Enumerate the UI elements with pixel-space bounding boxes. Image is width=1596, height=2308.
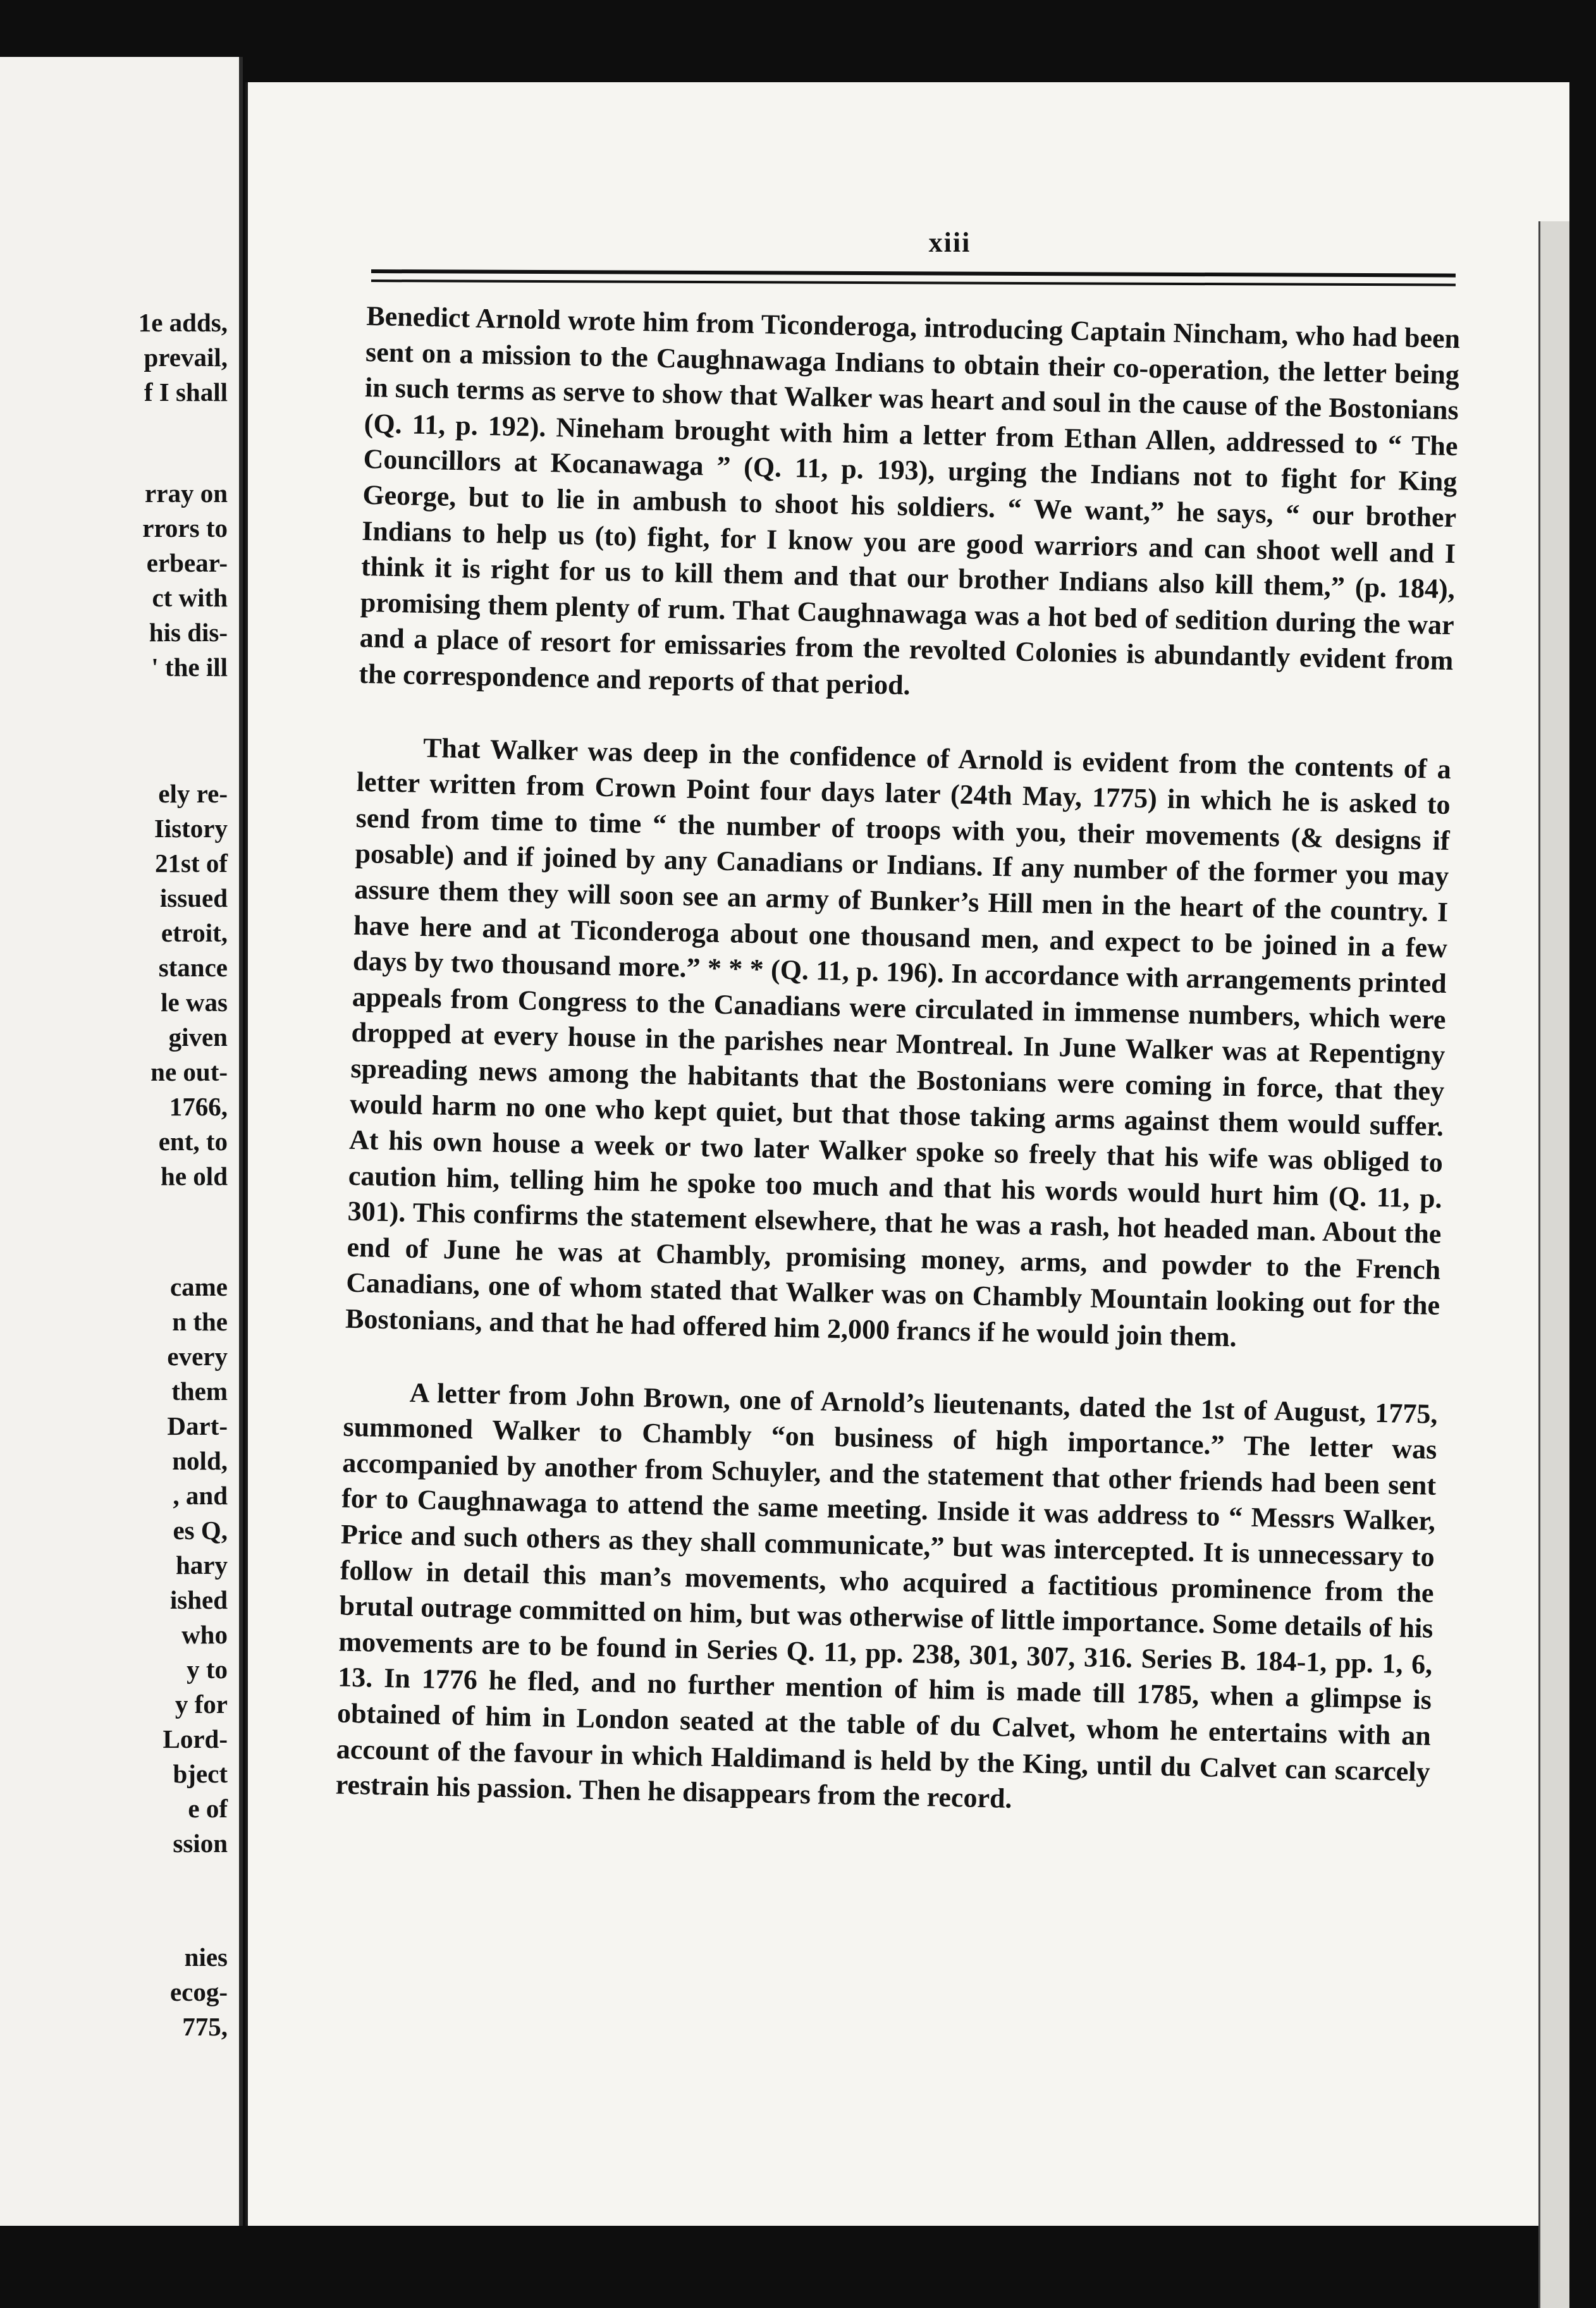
paragraph: A letter from John Brown, one of Arnold’s lieutenants, dated the 1st of August, 1775, summoned Walker to Chambly “on business of high importance.” The letter was accompanied by another from Schuyler, and the statement that other friends had been sent for to Caughnawaga to attend the same meeting. Inside it was address to “ Messrs Walker, Price and such others as they shall communicate,” but was intercepted. It is unnecessary to follow in detail this man’s movements, who acquired a factitious prominence from the brutal outrage committed on him, but was otherwise of little importance. Some details of his movements are to be found in Series Q. 11, pp. 238, 301, 307, 316. Series B. 184-1, pp. 1, 6, 13. In 1776 he fled, and no further mention of him is made till 1785, when a glimpse is obtained of him in London seated at the table of du Calvet, whom he entertains with an account of the favour in which Haldimand is held by the King, until du Calvet can scarcely restrain his passion. Then he disappears from the record. — [335, 1377, 1438, 1815]
facing-line: f I shall — [144, 378, 228, 407]
facing-line: 1766, — [169, 1092, 228, 1121]
facing-line: he old — [161, 1162, 228, 1191]
facing-line: ent, to — [158, 1127, 228, 1156]
facing-line: bject — [173, 1759, 228, 1788]
facing-line: etroit, — [161, 918, 228, 947]
facing-line: issued — [159, 883, 228, 912]
facing-line: ecog- — [169, 1977, 228, 2006]
facing-line: ssion — [173, 1829, 228, 1858]
facing-line: , and — [173, 1481, 228, 1510]
facing-line: y to — [187, 1655, 228, 1684]
facing-line: 1e adds, — [138, 308, 228, 337]
paragraph: That Walker was deep in the confidence of Arnold is evident from the contents of a letter written from Crown Point four days later (24th May, 1775) in which he is asked to send from time to time “ the number of troops with you, their movements (& designs if posable) and if joined by any Canadians or Indians. If any number of the former you may assure them they will soon see an army of Bunker’s Hill men in the heart of the country. I have here and at Ticonderoga about one thousand men, and expect to be joined in a few days by two thousand more.” * * * (Q. 11, p. 196). In accordance with arrangements printed appeals from Congress to the Canadians were circulated in immense numbers, which were dropped at every house in the parishes near Montreal. In June Walker was at Repentigny spreading news among the habitants that the Bostonians were coming in force, that they would harm no one who kept quiet, but that those taking arms against them would suffer. At his own house a week or two later Walker spoke so freely that his wife was obliged to caution him, telling him he spoke too much and that his words would hurt him (Q. 11, p. 301). This confirms the statement elsewhere, that he was a rash, hot headed man. About the end of June he was at Chambly, promising money, arms, and powder to the French Canadians, one of whom stated that Walker was on Chambly Mountain looking out for the Bostonians, and that he had offered him 2,000 francs if he would join them. — [345, 732, 1452, 1353]
facing-page — [0, 57, 243, 2226]
facing-line: n the — [172, 1307, 228, 1336]
facing-line: 21st of — [154, 849, 228, 878]
facing-line: rrors to — [142, 513, 228, 543]
facing-line: Iistory — [154, 814, 228, 843]
facing-line: le was — [161, 988, 228, 1017]
facing-line: erbear- — [146, 548, 228, 577]
body-text — [335, 298, 1460, 1826]
facing-line: who — [181, 1620, 228, 1649]
facing-line: his dis- — [149, 618, 228, 647]
book-page — [245, 82, 1569, 2226]
facing-line: them — [171, 1377, 228, 1406]
facing-line: ely re- — [158, 779, 228, 808]
facing-line: nold, — [172, 1446, 228, 1475]
facing-line: ' the ill — [151, 653, 228, 682]
facing-line: es Q, — [173, 1516, 228, 1545]
facing-line: nies — [184, 1943, 228, 1972]
facing-line: rray on — [145, 479, 228, 508]
facing-line: came — [169, 1272, 228, 1301]
facing-line: prevail, — [144, 343, 228, 372]
page-number: xiii — [928, 227, 971, 258]
facing-line: hary — [176, 1550, 228, 1580]
paragraph: Benedict Arnold wrote him from Ticonderoga, introducing Captain Nincham, who had been sent on a mission to the Caughnawaga Indians to obtain their co-operation, the letter being in such terms as serve to show that Walker was heart and soul in the cause of the Bostonians (Q. 11, p. 192). Nineham brought with him a letter from Ethan Allen, addressed to “ The Councillors at Kocanawaga ” (Q. 11, p. 193), urging the Indians not to fight for King George, but to lie in ambush to shoot his soldiers. “ We want,” he says, “ our brother Indians to help us (to) fight, for I know you are good warriors and can shoot well and I think it is right for us to kill them and that our brother Indians also kill them,” (p. 184), promising them plenty of rum. That Caughnawaga was a hot bed of sedition during the war and a place of resort for emissaries from the revolted Colonies is abundantly evident from the correspondence and reports of that period. — [359, 300, 1461, 701]
facing-line: ct with — [152, 583, 228, 612]
facing-line: stance — [158, 953, 228, 982]
facing-line: ished — [169, 1585, 228, 1614]
facing-line: y for — [175, 1690, 228, 1719]
header-rule-thin — [371, 279, 1456, 286]
facing-line: e of — [188, 1794, 228, 1823]
facing-line: 775, — [182, 2012, 228, 2041]
header-rule — [371, 269, 1456, 278]
page-edge — [1538, 221, 1569, 2308]
facing-line: Dart- — [167, 1411, 228, 1440]
facing-line: Lord- — [163, 1724, 228, 1753]
facing-line: every — [167, 1342, 228, 1371]
facing-line: ne out- — [150, 1057, 228, 1086]
facing-line: given — [168, 1022, 228, 1052]
